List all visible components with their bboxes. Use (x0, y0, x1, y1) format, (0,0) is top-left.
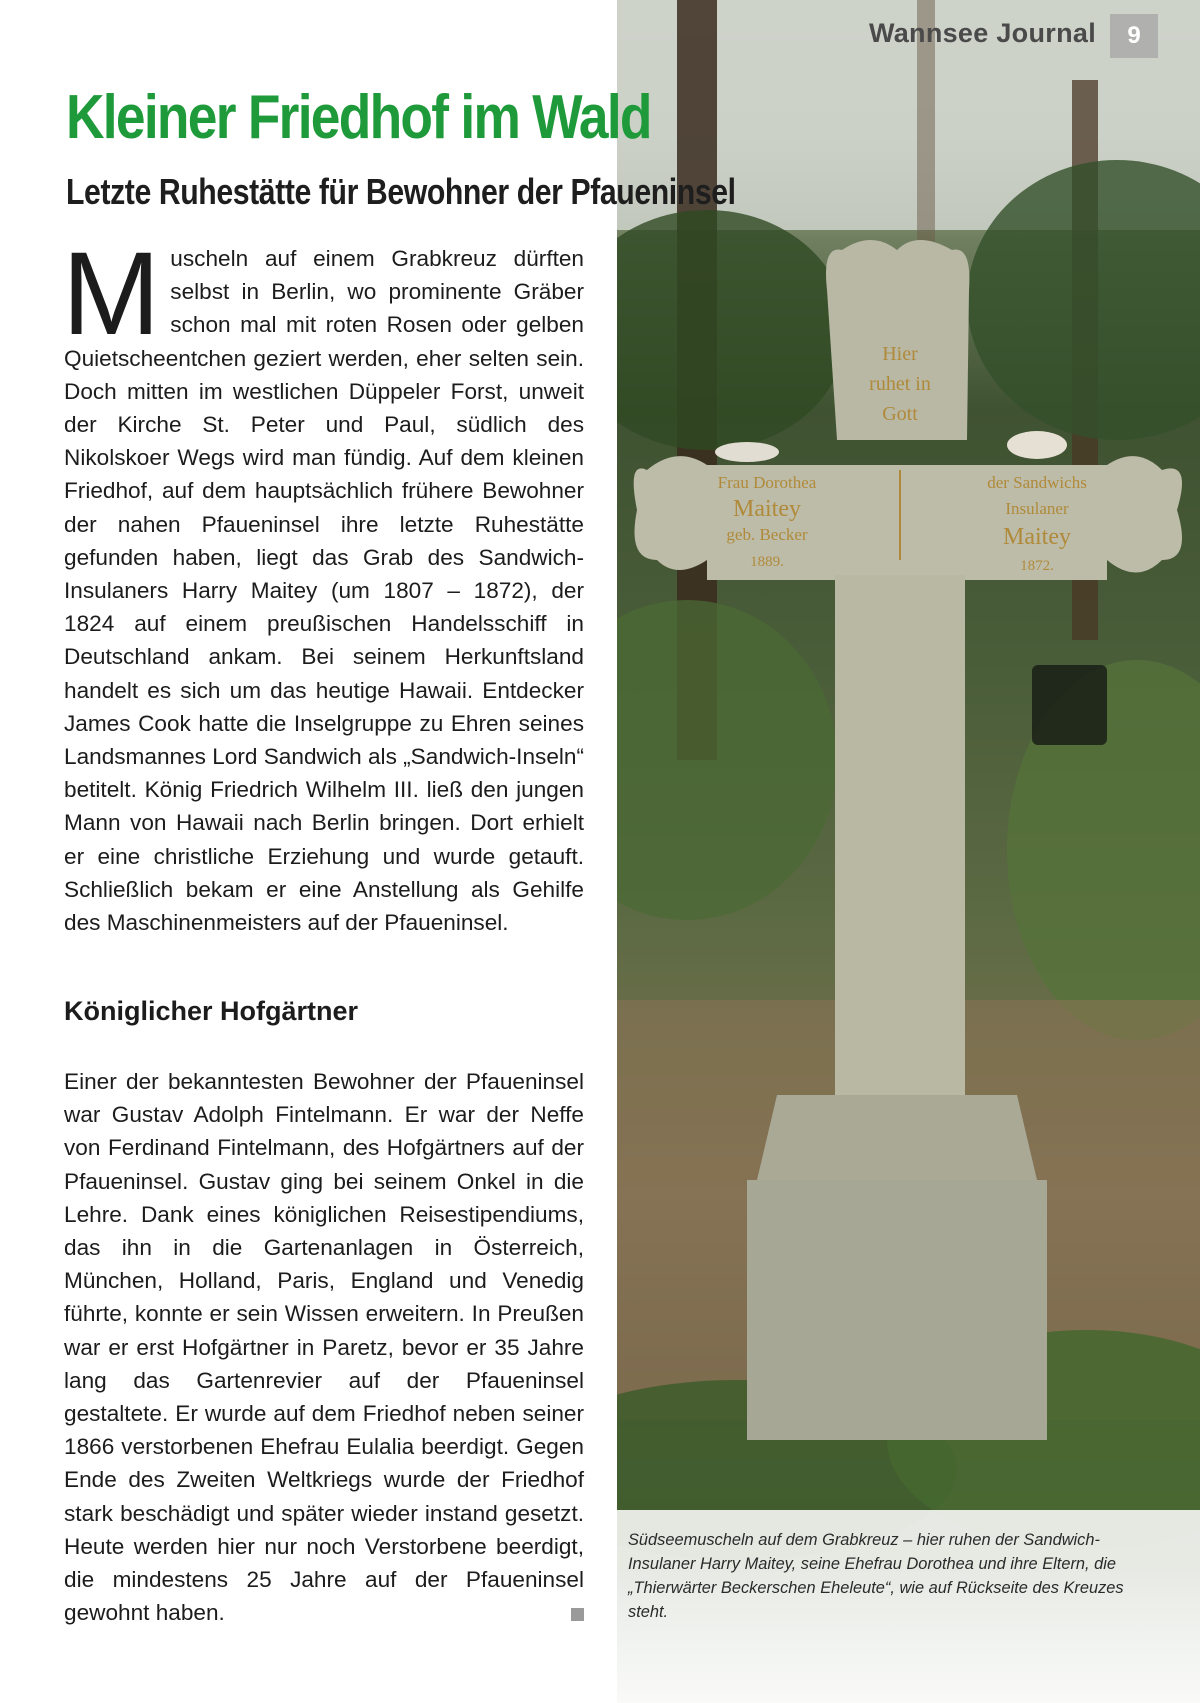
article-body-intro (62, 228, 584, 939)
paragraph-text: Einer der bekanntesten Bewohner der Pfaueninsel war Gustav Adolph Fintelmann. Er war der Neffe von Ferdinand Fintelmann, des Hofgärtners auf der Pfaueninsel. Gustav ging bei seinem Onkel in die Lehre. Dank eines königlichen Reisestipendiums, das ihn in die Gartenanlagen in Österreich, München, Holland, Paris, England und Venedig führte, konnte er sein Wissen erweitern. In Preußen war er erst Hofgärtner in Paretz, bevor er 35 Jahre lang das Gartenrevier auf der Pfaueninsel gestaltete. Er wurde auf dem Friedhof neben seiner 1866 verstorbenen Ehefrau Eulalia beerdigt. Gegen Ende des Zweiten Weltkriegs wurde der Friedhof stark beschädigt und später wieder instand gesetzt. Heute werden hier nur noch Verstorbene beerdigt, die mindestens 25 Jahre auf der Pfaueninsel gewohnt haben. (64, 1069, 584, 1626)
seashell-left (715, 442, 779, 462)
seashell-right (1007, 431, 1067, 459)
engraving-line: Maitey (733, 496, 801, 522)
end-of-article-mark (571, 1608, 584, 1621)
paragraph-text: uscheln auf einem Grabkreuz dürften selbst in Berlin, wo prominente Gräber schon mal mit roten Rosen oder gelben Quietscheentchen geziert werden, eher selten sein. Doch mitten im westlichen Düppeler Forst, unweit der Kirche St. Peter und Paul, südlich des Nikolskoer Wegs wird man fündig. Auf dem kleinen Friedhof, auf dem hauptsächlich frühere Bewohner der nahen Pfaueninsel ihre letzte Ruhestätte gefunden haben, liegt das Grab des Sandwich-Insulaners Harry Maitey (um 1807 – 1872), der 1824 auf einem preußischen Handelsschiff in Deutschland ankam. Bei seinem Herkunftsland handelt es sich um das heutige Hawaii. Entdecker James Cook hatte die Inselgruppe zu Ehren seines Landsmannes Lord Sandwich als „Sandwich-Inseln“ betitelt. König Friedrich Wilhelm III. ließ den jungen Mann von Hawaii nach Berlin bringen. Dort erhielt er eine christliche Erziehung und wurde getauft. Schließlich bekam er eine Anstellung als Gehilfe des Maschinenmeisters auf der Pfaueninsel. (64, 246, 584, 936)
article-body-section (64, 1065, 584, 1629)
engraving-line: 1872. (1020, 558, 1054, 574)
engraving-line: Frau Dorothea (717, 473, 817, 492)
page-number: 9 (1110, 14, 1158, 58)
paragraph-intro (62, 228, 584, 939)
journal-name: Wannsee Journal (868, 18, 1096, 48)
dropcap: M (62, 228, 161, 360)
photo-caption: Südseemuscheln auf dem Grabkreuz – hier ruhen der Sandwich-Insulaner Harry Maitey, seine Ehefrau Dorothea und ihre Eltern, die „Thierwärter Beckerschen Eheleute“, wie auf Rückseite des Kreuzes steht. (628, 1531, 1124, 1621)
article-title: Kleiner Friedhof im Wald (66, 83, 651, 152)
photo-illustration (617, 0, 1200, 1703)
engraving-line: geb. Becker (726, 525, 808, 544)
engraving-line: 1889. (750, 554, 784, 570)
engraving-line: Gott (882, 403, 918, 425)
paragraph-hofgaertner (64, 1065, 584, 1629)
section-heading: Königlicher Hofgärtner (64, 996, 359, 1026)
grave-cross-photo (617, 0, 1200, 1703)
engraving-line: Hier (882, 343, 918, 365)
article-subtitle: Letzte Ruhestätte für Bewohner der Pfaueninsel (66, 171, 736, 212)
engraving-line: Insulaner (1005, 499, 1069, 518)
engraving-line: ruhet in (869, 373, 931, 395)
engraving-line: Maitey (1003, 524, 1071, 550)
engraving-line: der Sandwichs (987, 473, 1087, 492)
